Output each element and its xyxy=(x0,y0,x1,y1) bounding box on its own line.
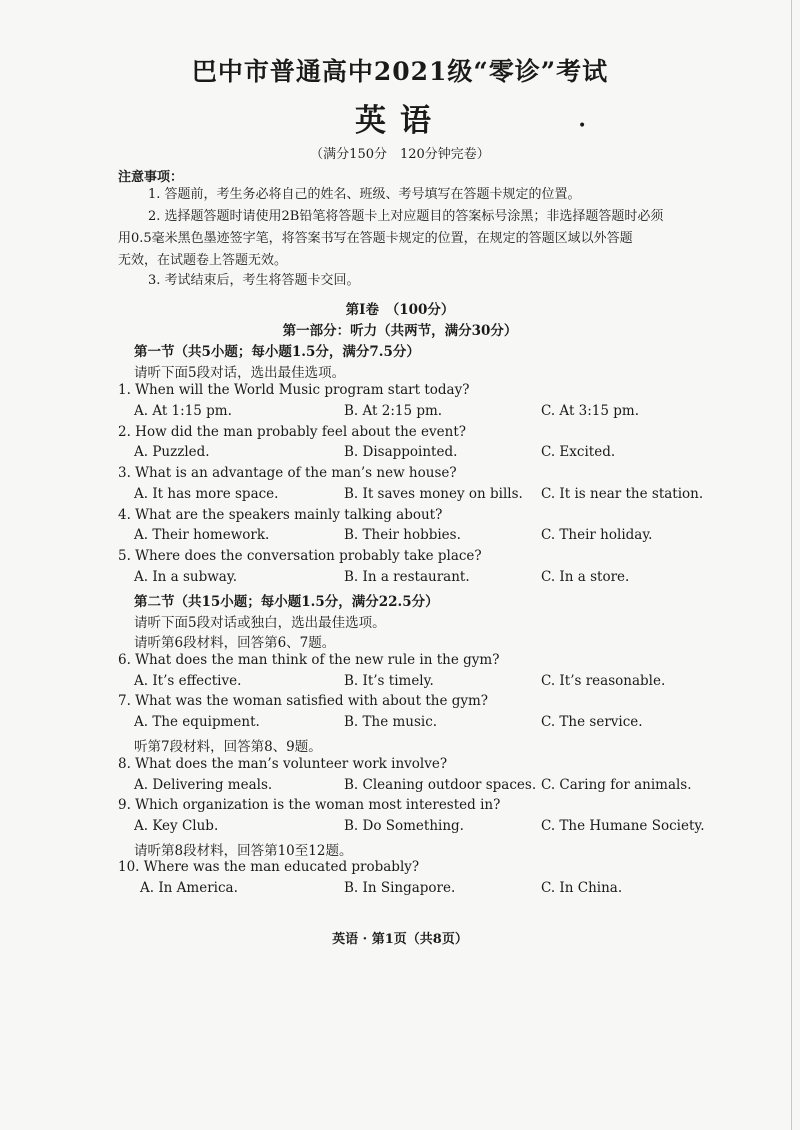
option-b: B. Do Something. xyxy=(344,818,464,834)
subject-title: 英语 xyxy=(355,103,445,139)
option-a: A. At 1:15 pm. xyxy=(134,403,232,419)
option-c: C. The service. xyxy=(541,714,643,730)
notice-heading: 注意事项： xyxy=(118,170,184,185)
option-c: C. At 3:15 pm. xyxy=(541,403,640,419)
option-b: B. In a restaurant. xyxy=(344,569,470,585)
option-a: A. Delivering meals. xyxy=(134,777,273,793)
question: 8. What does the man’s volunteer work involve? xyxy=(118,756,448,772)
option-c: C. Excited. xyxy=(541,444,616,460)
section-instruction: 请听下面5段对话或独白，选出最佳选项。 xyxy=(134,615,386,631)
page-footer: 英语 · 第1页（共8页） xyxy=(332,932,468,947)
notice-item: 无效，在试题卷上答题无效。 xyxy=(118,253,288,268)
section-instruction: 请听下面5段对话，选出最佳选项。 xyxy=(134,365,346,381)
section-heading: 第一节（共5小题；每小题1.5分，满分7.5分） xyxy=(134,344,420,360)
option-a: A. Puzzled. xyxy=(134,444,210,460)
option-b: B. Disappointed. xyxy=(344,444,458,460)
speck-mark: • xyxy=(578,118,587,134)
notice-item: 1. 答题前，考生务必将自己的姓名、班级、考号填写在答题卡规定的位置。 xyxy=(148,187,581,202)
option-c: C. It is near the station. xyxy=(541,486,704,502)
page-edge xyxy=(791,0,792,1130)
option-b: B. It saves money on bills. xyxy=(344,486,523,502)
option-a: A. In a subway. xyxy=(134,569,237,585)
section-heading: 第二节（共15小题；每小题1.5分，满分22.5分） xyxy=(134,594,439,610)
option-b: B. The music. xyxy=(344,714,438,730)
question: 6. What does the man think of the new rule in the gym? xyxy=(118,652,500,668)
notice-item: 3. 考试结束后，考生将答题卡交回。 xyxy=(148,273,360,288)
option-b: B. At 2:15 pm. xyxy=(344,403,443,419)
question: 5. Where does the conversation probably take place? xyxy=(118,548,482,564)
question: 1. When will the World Music program start today? xyxy=(118,382,470,398)
page-title: 巴中市普通高中2021级“零诊”考试 xyxy=(191,57,609,86)
option-c: C. In China. xyxy=(541,880,623,896)
option-a: A. It has more space. xyxy=(134,486,279,502)
material-instruction: 请听第6段材料，回答第6、7题。 xyxy=(134,635,336,651)
notice-item: 用0.5毫米黑色墨迹签字笔，将答案书写在答题卡规定的位置，在规定的答题区域以外答题 xyxy=(118,231,633,246)
option-c: C. Caring for animals. xyxy=(541,777,692,793)
option-c: C. Their holiday. xyxy=(541,527,653,543)
option-b: B. Their hobbies. xyxy=(344,527,461,543)
material-instruction: 听第7段材料，回答第8、9题。 xyxy=(134,739,322,755)
option-a: A. Key Club. xyxy=(134,818,219,834)
option-c: C. It’s reasonable. xyxy=(541,673,666,689)
option-b: B. It’s timely. xyxy=(344,673,434,689)
score-time-note: （满分150分 120分钟完卷） xyxy=(310,147,490,162)
question: 10. Where was the man educated probably? xyxy=(118,859,420,875)
question: 9. Which organization is the woman most interested in? xyxy=(118,797,501,813)
option-c: C. In a store. xyxy=(541,569,630,585)
option-c: C. The Humane Society. xyxy=(541,818,705,834)
option-b: B. Cleaning outdoor spaces. xyxy=(344,777,537,793)
question: 3. What is an advantage of the man’s new house? xyxy=(118,465,457,481)
question: 7. What was the woman satisfied with about the gym? xyxy=(118,693,489,709)
part-heading: 第一部分：听力（共两节，满分30分） xyxy=(282,323,518,339)
question: 2. How did the man probably feel about the event? xyxy=(118,424,467,440)
material-instruction: 请听第8段材料，回答第10至12题。 xyxy=(134,843,353,859)
option-b: B. In Singapore. xyxy=(344,880,456,896)
question: 4. What are the speakers mainly talking about? xyxy=(118,507,443,523)
notice-item: 2. 选择题答题时请使用2B铅笔将答题卡上对应题目的答案标号涂黑；非选择题答题时必须 xyxy=(148,209,664,224)
option-a: A. It’s effective. xyxy=(134,673,242,689)
volume-heading: 第Ⅰ卷 （100分） xyxy=(345,302,455,318)
option-a: A. Their homework. xyxy=(134,527,270,543)
option-a: A. In America. xyxy=(140,880,238,896)
option-a: A. The equipment. xyxy=(134,714,260,730)
